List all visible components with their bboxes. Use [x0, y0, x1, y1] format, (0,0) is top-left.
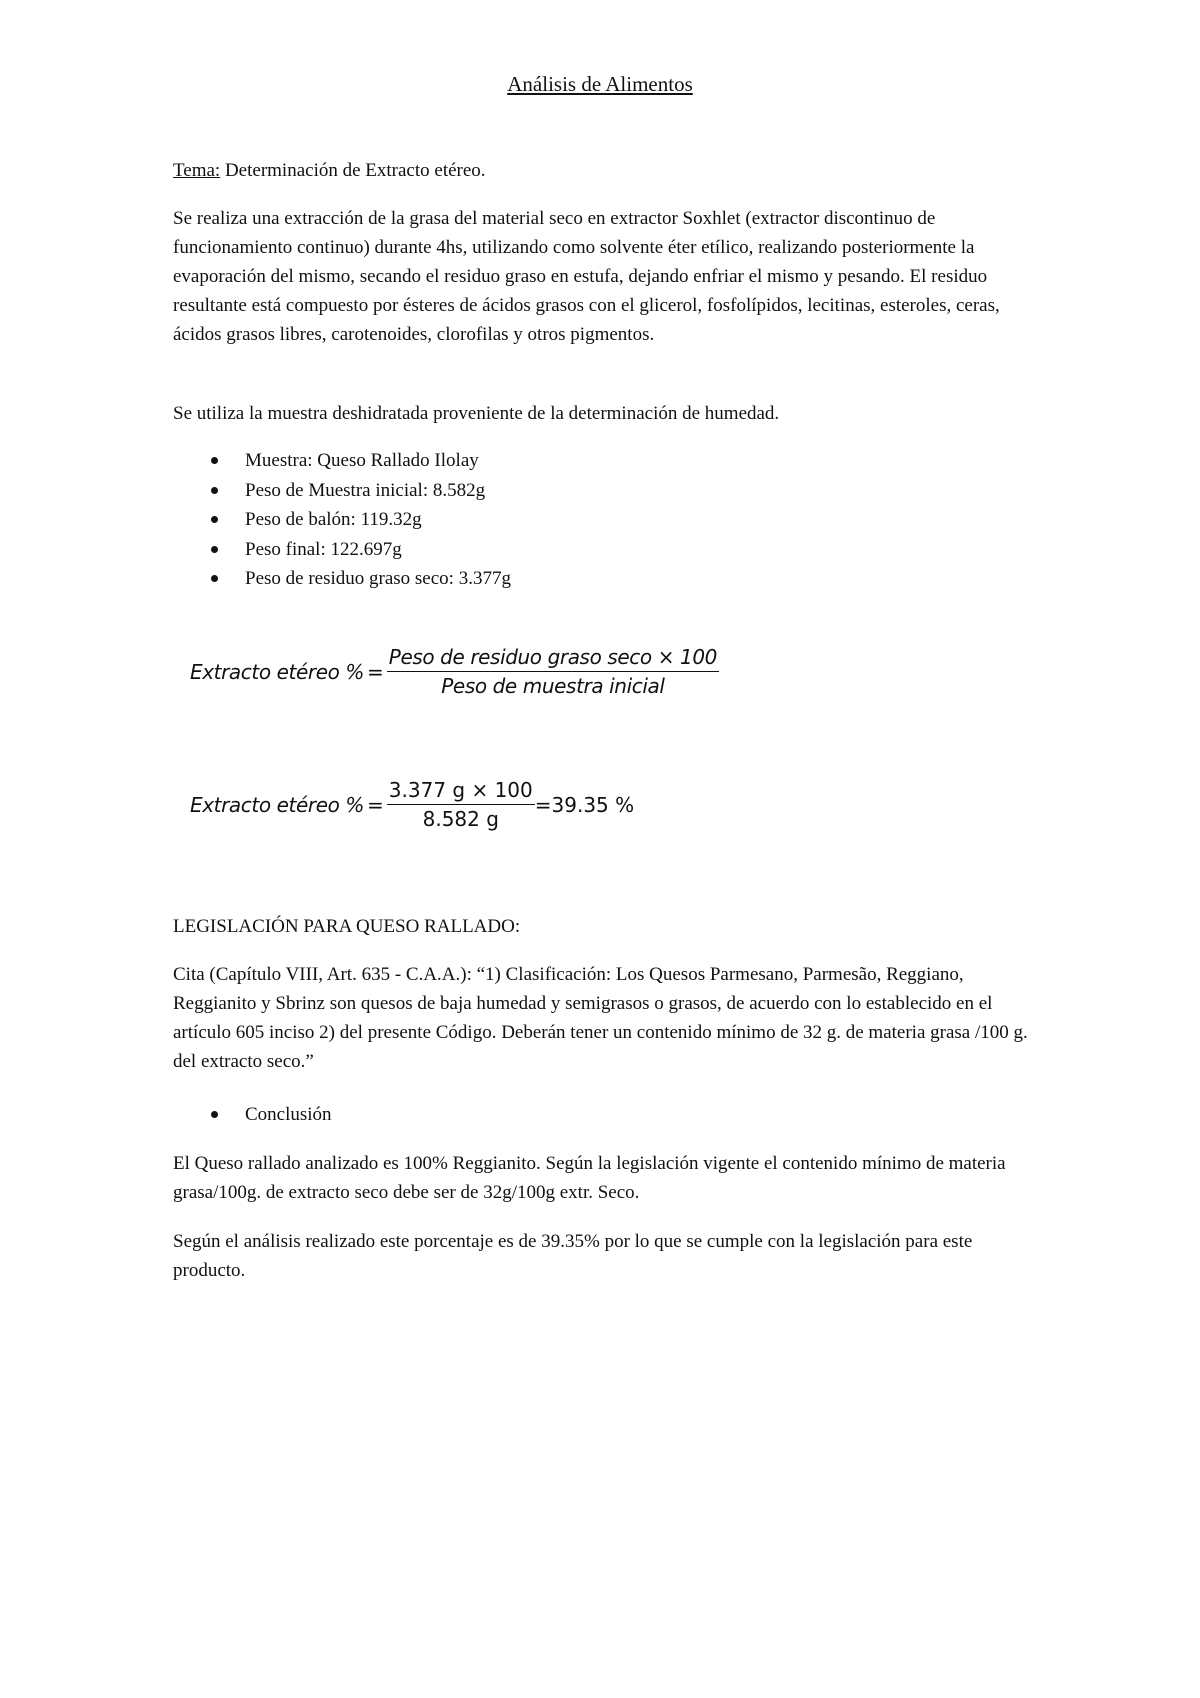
conclusion-paragraph-1-text: El Queso rallado analizado es 100% Reggianito. Según la legislación vigente el contenido mínimo de materia grasa/100g. de extracto seco debe ser de 32g/100g extr. Seco.	[173, 1153, 1006, 1203]
list-item: Peso de balón: 119.32g	[173, 505, 1043, 535]
formula-equals: =	[367, 792, 384, 817]
formula-lhs: Extracto etéreo %	[190, 659, 365, 684]
formula-numerator: 3.377 g × 100	[387, 778, 535, 805]
sample-note-text: Se utiliza la muestra deshidratada proveniente de la determinación de humedad.	[173, 403, 780, 424]
measurements-list	[173, 446, 1043, 594]
list-item: Peso de residuo graso seco: 3.377g	[173, 564, 1043, 594]
formula-result-value: =39.35 %	[534, 792, 635, 817]
formula-denominator: Peso de muestra inicial	[441, 674, 665, 698]
intro-paragraph	[173, 204, 1043, 349]
conclusion-paragraph-2	[173, 1227, 1043, 1285]
document-title: Análisis de Alimentos	[507, 72, 693, 96]
legislation-quote	[173, 960, 1043, 1076]
legislation-heading	[173, 912, 1043, 941]
topic-label: Tema:	[173, 160, 221, 181]
legislation-quote-text: Cita (Capítulo VIII, Art. 635 - C.A.A.): “1) Clasificación: Los Quesos Parmesano, Parmesão, Reggiano, Reggianito y Sbrinz son quesos de baja humedad y semigrasos o grasos, de acuerdo con lo establecido en el artículo 605 inciso 2) del presente Código. Deberán tener un contenido mínimo de 32 g. de materia grasa /100 g. del extracto seco.”	[173, 964, 1028, 1072]
legislation-heading-text: LEGISLACIÓN PARA QUESO RALLADO:	[173, 916, 521, 937]
formula-fraction	[387, 778, 535, 831]
topic-text: Determinación de Extracto etéreo.	[220, 160, 486, 181]
list-item: Peso de Muestra inicial: 8.582g	[173, 476, 1043, 506]
conclusion-list	[173, 1100, 1043, 1130]
list-item: Muestra: Queso Rallado Ilolay	[173, 446, 1043, 476]
formula-result	[190, 778, 634, 831]
intro-paragraph-text: Se realiza una extracción de la grasa del material seco en extractor Soxhlet (extractor discontinuo de funcionamiento continuo) durante 4hs, utilizando como solvente éter etílico, realizando posteriormente la evaporación del mismo, secando el residuo graso en estufa, dejando enfriar el mismo y pesando. El residuo resultante está compuesto por ésteres de ácidos grasos con el glicerol, fosfolípidos, lecitinas, esteroles, ceras, ácidos grasos libres, carotenoides, clorofilas y otros pigmentos.	[173, 208, 1000, 345]
formula-equals: =	[367, 659, 384, 684]
formula-numerator: Peso de residuo graso seco × 100	[387, 645, 719, 672]
sample-note	[173, 399, 1043, 428]
conclusion-paragraph-1	[173, 1149, 1043, 1207]
list-item: Peso final: 122.697g	[173, 535, 1043, 565]
topic-line	[173, 156, 1043, 185]
list-item: Conclusión	[173, 1100, 1043, 1130]
conclusion-paragraph-2-text: Según el análisis realizado este porcentaje es de 39.35% por lo que se cumple con la legislación para este producto.	[173, 1231, 973, 1281]
formula-denominator: 8.582 g	[422, 807, 499, 831]
formula-lhs: Extracto etéreo %	[190, 792, 365, 817]
formula-fraction	[387, 645, 719, 698]
formula-general	[190, 645, 719, 698]
